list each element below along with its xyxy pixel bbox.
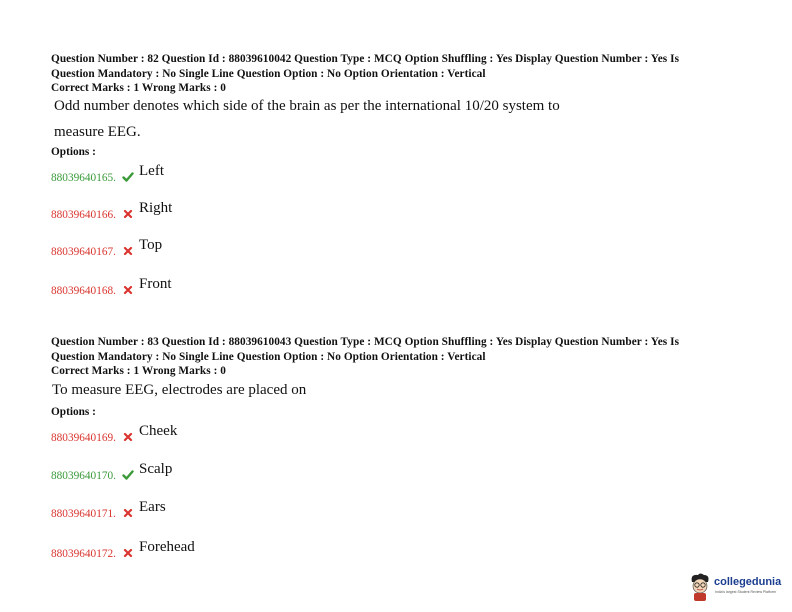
cross-icon — [122, 284, 134, 296]
option-id: 88039640166. — [51, 209, 116, 221]
question-82-text-line2: measure EEG. — [54, 124, 141, 140]
cross-icon — [122, 431, 134, 443]
question-83-meta-line2: Question Mandatory : No Single Line Question Option : No Option Orientation : Vertical — [51, 350, 486, 363]
mascot-icon — [688, 572, 712, 602]
cross-icon — [122, 547, 134, 559]
question-82-marks: Correct Marks : 1 Wrong Marks : 0 — [51, 82, 226, 94]
option-text: Top — [139, 237, 163, 253]
question-83-marks: Correct Marks : 1 Wrong Marks : 0 — [51, 365, 226, 377]
check-icon — [122, 469, 134, 481]
option-id: 88039640172. — [51, 548, 116, 560]
option-text: Front — [139, 276, 172, 292]
question-83-text: To measure EEG, electrodes are placed on — [52, 382, 307, 398]
cross-icon — [122, 507, 134, 519]
logo-brand: collegedunia — [714, 576, 782, 588]
option-id: 88039640168. — [51, 285, 116, 297]
cross-icon — [122, 245, 134, 257]
option-text: Left — [139, 163, 164, 179]
option-id: 88039640170. — [51, 470, 116, 482]
question-83-meta-line1: Question Number : 83 Question Id : 88039610043 Question Type : MCQ Option Shuffling : Yes Display Question Number : Yes Is — [51, 336, 680, 348]
question-82-text-line1: Odd number denotes which side of the brain as per the international 10/20 system to — [54, 98, 560, 114]
cross-icon — [122, 208, 134, 220]
question-82-meta-line1: Question Number : 82 Question Id : 88039610042 Question Type : MCQ Option Shuffling : Yes Display Question Number : Yes Is — [51, 53, 680, 65]
question-82-options-label: Options : — [51, 146, 96, 158]
option-text: Right — [139, 200, 173, 216]
question-83-options-label: Options : — [51, 406, 96, 418]
logo-tagline: India's largest Student Review Platform — [715, 590, 776, 594]
collegedunia-logo — [688, 570, 788, 604]
option-id: 88039640165. — [51, 172, 116, 184]
question-83-header — [51, 335, 751, 379]
option-text: Scalp — [139, 461, 173, 477]
option-id: 88039640169. — [51, 432, 116, 444]
option-text: Cheek — [139, 423, 178, 439]
option-id: 88039640167. — [51, 246, 116, 258]
option-text: Forehead — [139, 539, 195, 555]
option-text: Ears — [139, 499, 166, 515]
question-82-meta-line2: Question Mandatory : No Single Line Question Option : No Option Orientation : Vertical — [51, 67, 486, 80]
option-id: 88039640171. — [51, 508, 116, 520]
question-82-header — [51, 52, 751, 96]
check-icon — [122, 171, 134, 183]
